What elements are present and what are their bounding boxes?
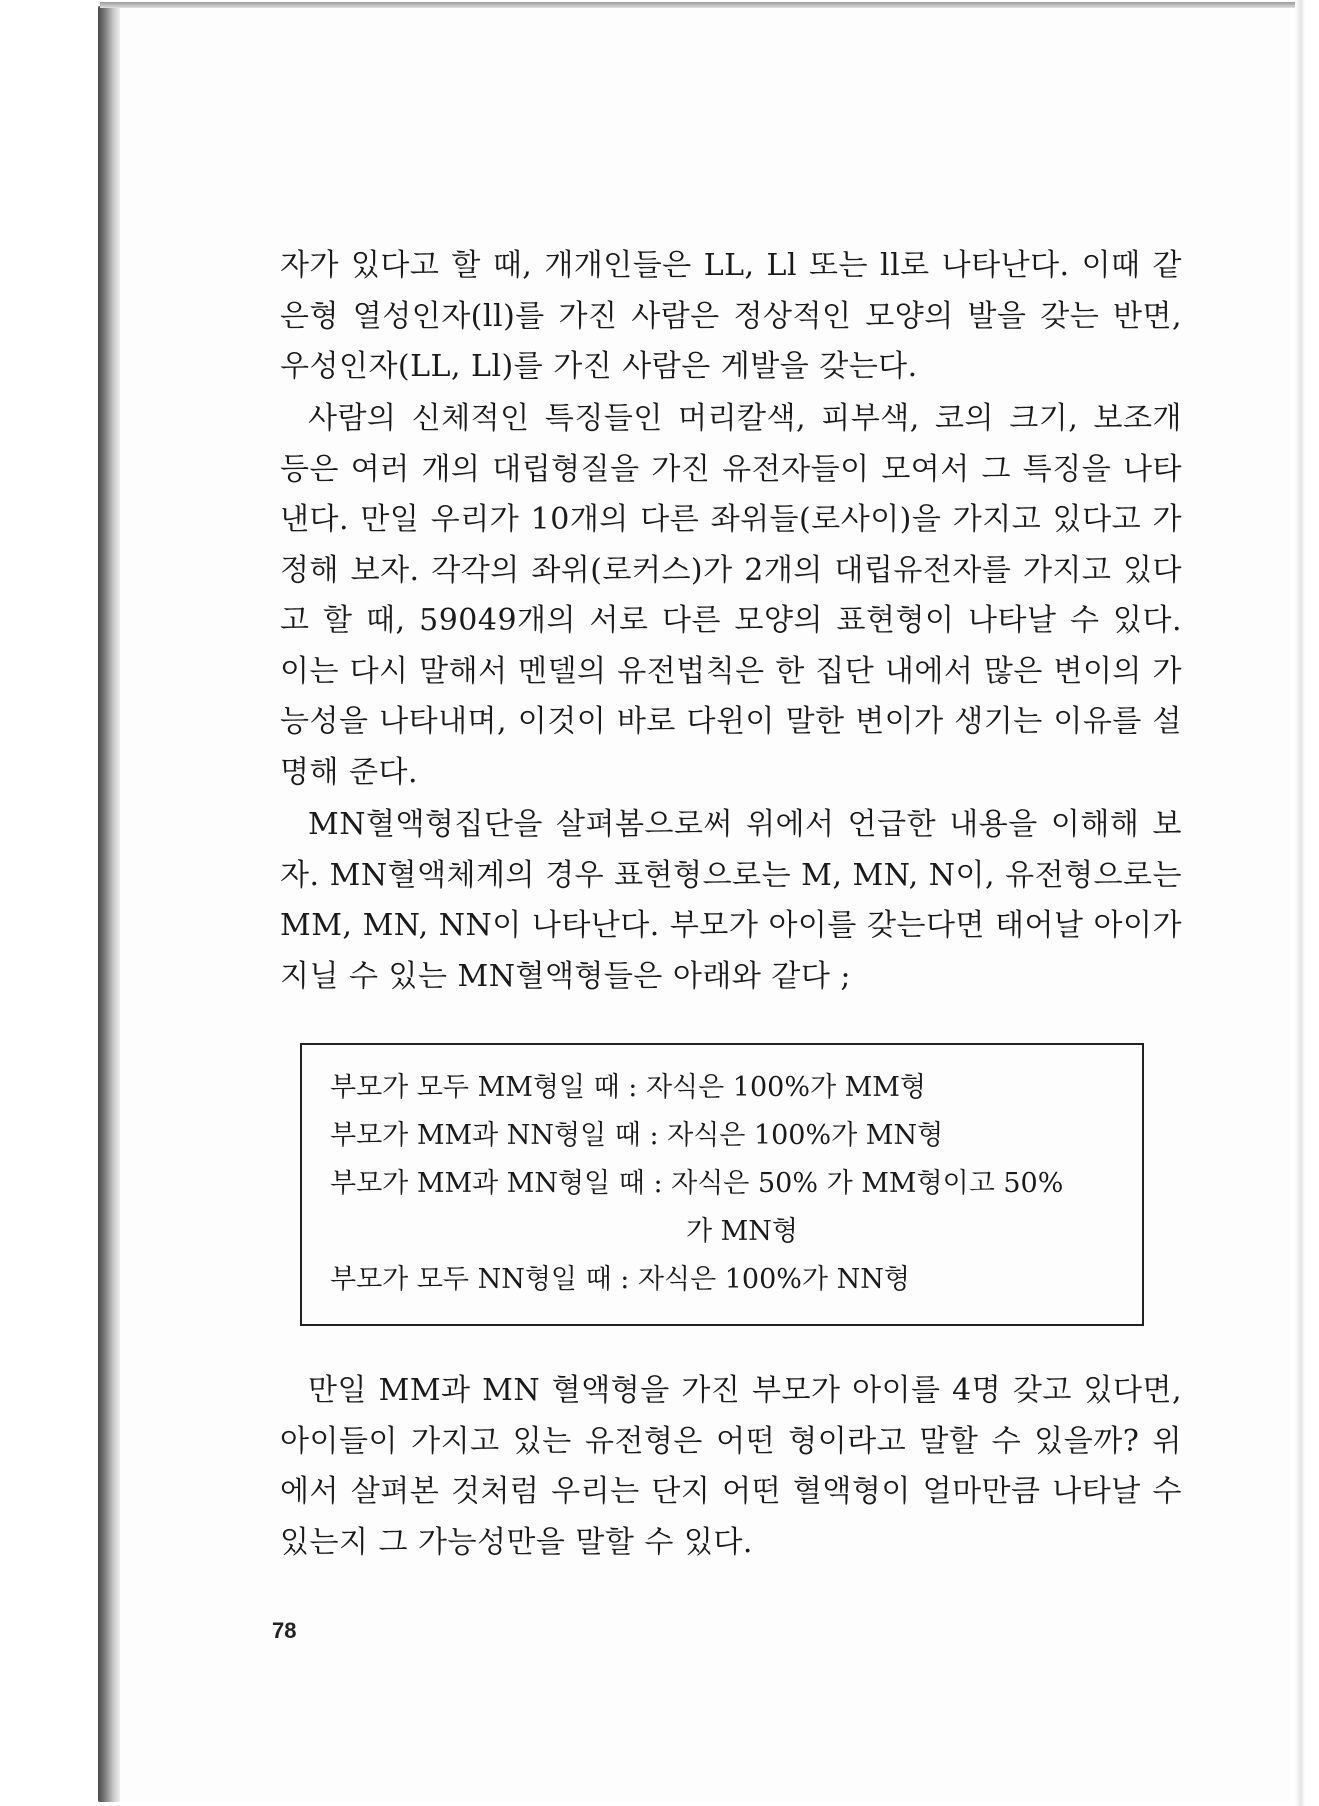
blood-type-table-box — [300, 1043, 1144, 1326]
box-line-mm-nn: 부모가 MM과 NN형일 때 : 자식은 100%가 MN형 — [330, 1120, 944, 1151]
page-number: 78 — [272, 1618, 297, 1643]
paragraph-2 — [280, 394, 1182, 798]
paragraph-2-text: 사람의 신체적인 특징들인 머리칼색, 피부색, 코의 크기, 보조개 등은 여러 개의 대립형질을 가진 유전자들이 모여서 그 특징을 나타낸다. 만일 우리가 10개의 다른 좌위들(로사이)을 가지고 있다고 가정해 보자. 각각의 좌위(로커스)가 2개의 대립유전자를 가지고 있다고 할 때, 59049개의 서로 다른 모양의 표현형이 나타날 수 있다. 이는 다시 말해서 멘델의 유전법칙은 한 집단 내에서 많은 변이의 가능성을 나타내며, 이것이 바로 다윈이 말한 변이가 생기는 이유를 설명해 준다. — [280, 401, 1182, 790]
paragraph-1-text: 자가 있다고 할 때, 개개인들은 LL, Ll 또는 ll로 나타난다. 이때 같은형 열성인자(ll)를 가진 사람은 정상적인 모양의 발을 갖는 반면, 우성인자(LL, Ll)를 가진 사람은 게발을 갖는다. — [280, 248, 1182, 384]
paragraph-3 — [280, 800, 1182, 1002]
page-stack-edge — [98, 6, 120, 1802]
paragraph-4-text: 만일 MM과 MN 혈액형을 가진 부모가 아이를 4명 갖고 있다면, 아이들이 가지고 있는 유전형은 어떤 형이라고 말할 수 있을까? 위에서 살펴본 것처럼 우리는 단지 어떤 혈액형이 얼마만큼 나타날 수 있는지 그 가능성만을 말할 수 있다. — [280, 1373, 1182, 1560]
box-line-mm-mn-continued: 가 MN형 — [686, 1216, 799, 1247]
page-right-edge — [1295, 0, 1305, 1806]
paragraph-4 — [280, 1366, 1182, 1568]
box-line-mm-mm: 부모가 모두 MM형일 때 : 자식은 100%가 MM형 — [330, 1072, 927, 1103]
paragraph-3-text: MN혈액형집단을 살펴봄으로써 위에서 언급한 내용을 이해해 보자. MN혈액체계의 경우 표현형으로는 M, MN, N이, 유전형으로는 MM, MN, NN이 나타난다. 부모가 아이를 갖는다면 태어날 아이가 지닐 수 있는 MN혈액형들은 아래와 같다 ; — [280, 807, 1182, 994]
box-line-nn-nn: 부모가 모두 NN형일 때 : 자식은 100%가 NN형 — [330, 1264, 910, 1295]
paragraph-1 — [280, 241, 1182, 393]
box-line-mm-mn: 부모가 MM과 MN형일 때 : 자식은 50% 가 MM형이고 50% — [330, 1168, 1064, 1199]
